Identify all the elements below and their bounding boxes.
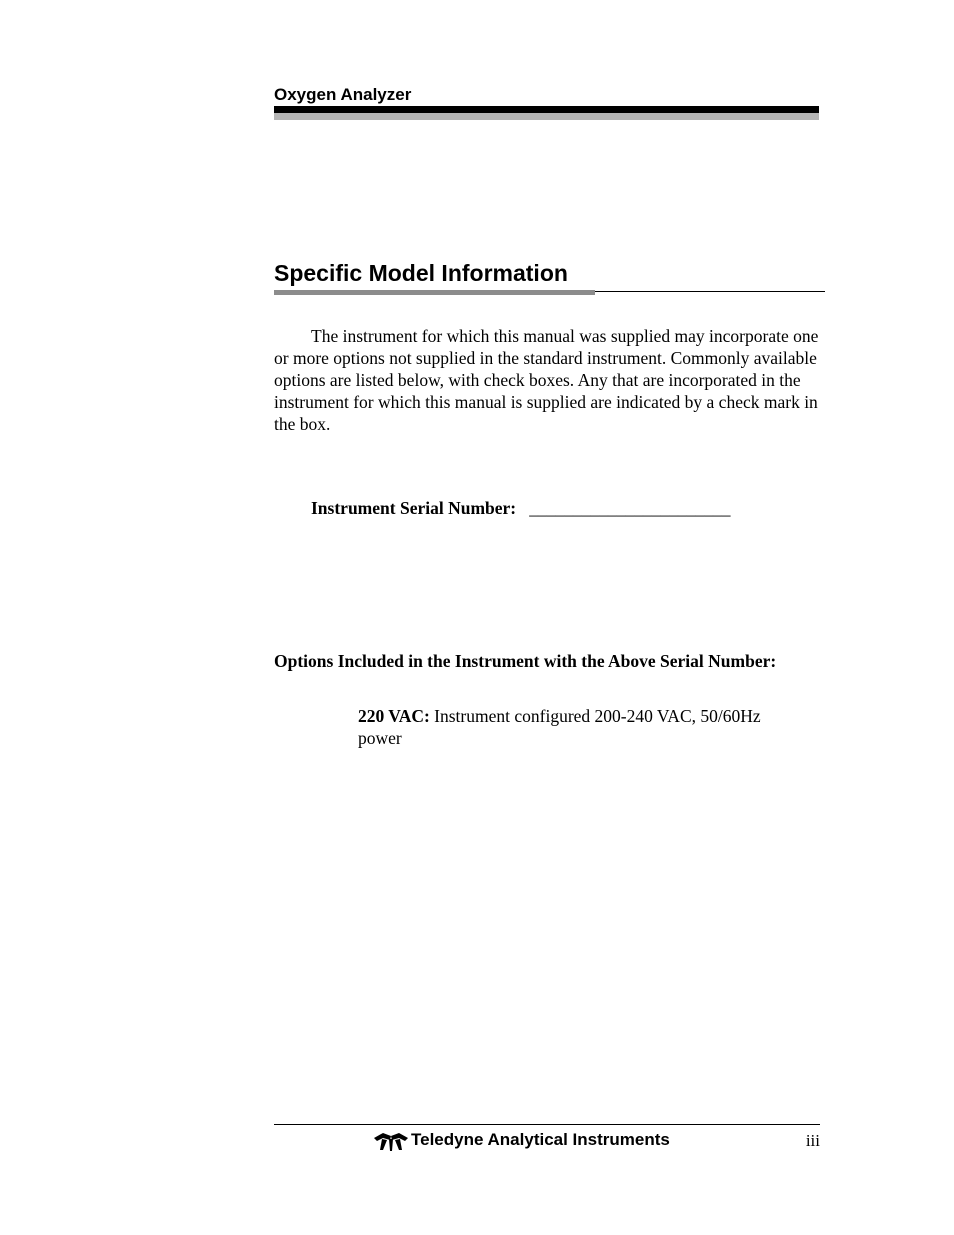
serial-number-label: Instrument Serial Number: (311, 498, 517, 518)
section-heading: Specific Model Information (274, 260, 568, 286)
option-label: 220 VAC: (358, 706, 430, 726)
option-description: Instrument configured 200-240 VAC, 50/60Hz power (358, 706, 761, 748)
header-rule-gray (274, 113, 819, 120)
option-item-220vac (358, 705, 808, 749)
teledyne-logo-icon (373, 1130, 409, 1152)
header-rule-black (274, 106, 819, 113)
footer-rule (274, 1124, 820, 1125)
page-number: iii (805, 1131, 820, 1150)
heading-rule-gray (274, 290, 595, 295)
serial-number-line (311, 497, 731, 519)
serial-number-blank: _______________________ (529, 498, 731, 518)
running-header-title: Oxygen Analyzer (274, 85, 412, 104)
footer-company-name: Teledyne Analytical Instruments (411, 1130, 670, 1149)
intro-paragraph: The instrument for which this manual was supplied may incorporate one or more options not supplied in the standard instrument. Commonly available options are listed below, with check boxes. Any that are incorporated in the instrument for which this manual is supplied are indicated by a check mark in the box. (274, 326, 819, 434)
options-heading: Options Included in the Instrument with the Above Serial Number: (274, 651, 777, 671)
